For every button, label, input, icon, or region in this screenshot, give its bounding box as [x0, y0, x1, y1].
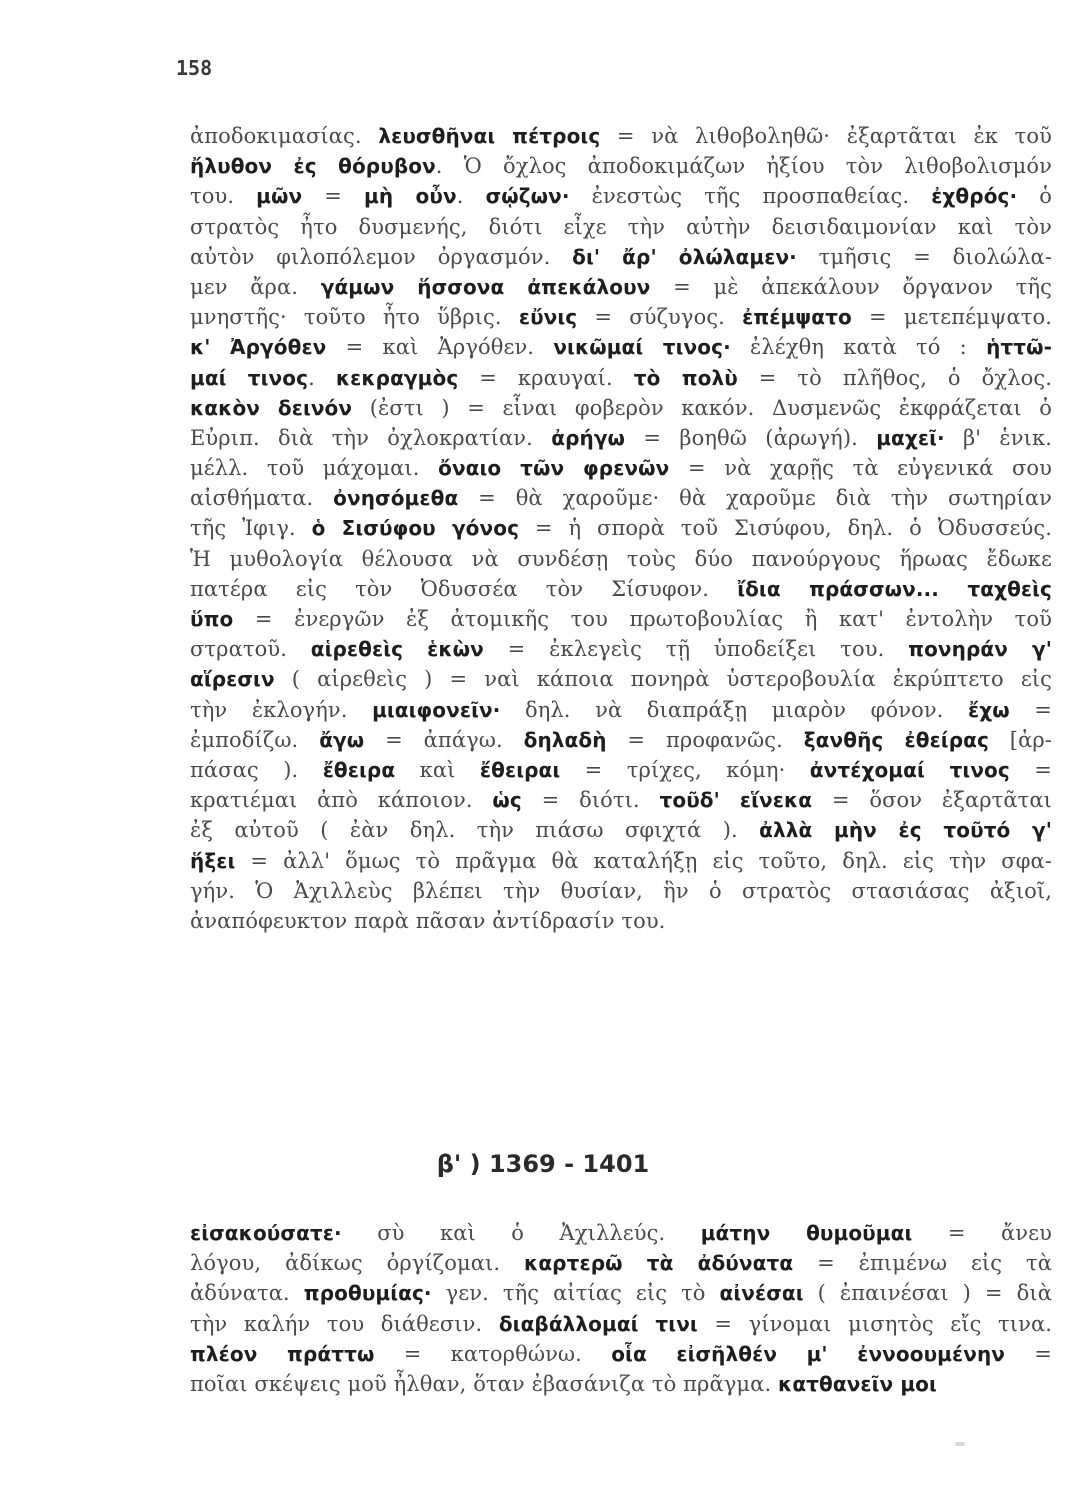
- lemma-term: ἐπέμψατο: [742, 305, 852, 330]
- lemma-term: καρτερῶ τὰ ἀδύνατα: [524, 1251, 794, 1276]
- lemma-term: προθυμίας·: [303, 1281, 432, 1306]
- text-line: [190, 876, 1052, 906]
- gloss-text: = νὰ λιθοβοληθῶ· ἐξαρτᾶται ἐκ τοῦ: [600, 124, 1052, 148]
- gloss-text: δηλ. νὰ διαπράξῃ μιαρὸν φόνον.: [500, 697, 969, 722]
- lemma-term: σῴζων·: [485, 184, 570, 209]
- text-line: [190, 393, 1052, 423]
- paper-smudge: [955, 1442, 965, 1446]
- gloss-text: .: [308, 365, 336, 390]
- gloss-text: στρατὸς ἦτο δυσμενής, διότι εἶχε τὴν αὐτὴν δεισιδαιμονίαν καὶ τὸν: [190, 214, 1052, 239]
- lemma-term: κακὸν δεινόν: [190, 395, 353, 420]
- text-line: [190, 755, 1052, 785]
- text-line: [190, 423, 1052, 453]
- gloss-text: = τὸ πλῆθος, ὁ ὄχλος.: [737, 365, 1052, 390]
- gloss-text: = ἄνευ: [912, 1221, 1052, 1245]
- text-line: [190, 272, 1052, 302]
- lemma-term: νικῶμαί τινος·: [553, 335, 731, 360]
- gloss-text: μέλλ. τοῦ μάχομαι.: [190, 456, 439, 481]
- gloss-text: = ἀλλ' ὅμως τὸ πρᾶγμα θὰ καταλήξῃ εἰς τοῦτο, δηλ. εἰς τὴν σφα-: [235, 848, 1052, 873]
- lemma-term: ὕπο: [190, 607, 234, 631]
- gloss-text: Εὐριπ. διὰ τὴν ὀχλοκρατίαν.: [190, 425, 552, 450]
- lemma-term: τοῦδ' εἵνεκα: [659, 788, 813, 813]
- text-line: [190, 1309, 1052, 1339]
- gloss-text: ἀδύνατα.: [190, 1281, 304, 1306]
- gloss-text: ἐξ αὐτοῦ ( ἐὰν δηλ. τὴν πιάσω σφιχτά ).: [190, 818, 760, 843]
- text-line: [190, 785, 1052, 815]
- lemma-term: εὔνις: [518, 305, 578, 330]
- gloss-text: μνηστῆς· τοῦτο ἦτο ὕβρις.: [190, 305, 519, 330]
- lemma-term: πονηράν γ': [908, 637, 1052, 662]
- gloss-text: γεν. τῆς αἰτίας εἰς τὸ: [431, 1281, 720, 1306]
- gloss-text: του.: [190, 184, 257, 209]
- gloss-text: λόγου, ἀδίκως ὀργίζομαι.: [190, 1251, 525, 1276]
- text-line: [190, 634, 1052, 664]
- text-line: [190, 695, 1052, 725]
- lemma-term: ὄναιο τῶν φρενῶν: [438, 456, 670, 481]
- lemma-term: ἔθειραι: [479, 757, 561, 782]
- gloss-text: = ἐκλεγεὶς τῇ ὑποδείξει του.: [483, 637, 909, 662]
- lemma-term: ὡς: [492, 788, 522, 813]
- lemma-term: κεκραγμὸς: [335, 365, 459, 390]
- lemma-term: ἔθειρα: [322, 757, 396, 782]
- text-line: [190, 453, 1052, 483]
- lemma-term: δηλαδὴ: [523, 727, 607, 752]
- gloss-text: πάσας ).: [190, 757, 323, 782]
- gloss-text: = ἐνεργῶν ἐξ ἀτομικῆς του πρωτοβουλίας ἢ κατ' ἐντολὴν τοῦ: [233, 607, 1052, 631]
- gloss-text: = ἀπάγω.: [364, 727, 524, 752]
- gloss-text: ποῖαι σκέψεις μοῦ ἦλθαν, ὅταν ἐβασάνιζα τὸ πρᾶγμα.: [190, 1371, 779, 1396]
- lemma-term: ἴδια πράσσων... ταχθεὶς: [737, 576, 1052, 601]
- lemma-term: ἐχθρός·: [931, 184, 1018, 209]
- commentary-block-1: [190, 121, 1052, 936]
- lemma-term: ὀνησόμεθα: [333, 486, 459, 511]
- gloss-text: = νὰ χαρῇς τὰ εὐγενικά σου: [669, 456, 1052, 481]
- gloss-text: σὺ καὶ ὁ Ἀχιλλεύς.: [341, 1221, 701, 1245]
- gloss-text: τὴν καλήν του διάθεσιν.: [190, 1311, 499, 1336]
- gloss-text: τμῆσις = διολώλα-: [796, 244, 1052, 269]
- gloss-text: καὶ: [395, 757, 480, 782]
- lemma-term: αἵρεσιν: [190, 667, 275, 692]
- gloss-text: = σύζυγος.: [577, 305, 743, 330]
- lemma-term: μὴ οὖν: [364, 184, 457, 209]
- gloss-text: = θὰ χαροῦμε· θὰ χαροῦμε διὰ τὴν σωτηρίαν: [458, 486, 1052, 511]
- gloss-text: .: [456, 184, 486, 209]
- page-number: 158: [176, 56, 213, 80]
- lemma-term: λευσθῆναι πέτροις: [378, 124, 601, 148]
- text-line: [190, 725, 1052, 755]
- gloss-text: = ἡ σπορὰ τοῦ Σισύφου, δηλ. ὁ Ὀδυσσεύς.: [519, 516, 1052, 541]
- lemma-term: ἀρήγω: [551, 425, 626, 450]
- text-line: [190, 664, 1052, 694]
- text-line: [190, 242, 1052, 272]
- lemma-term: ἄγω: [319, 727, 365, 752]
- gloss-text: Ἡ μυθολογία θέλουσα νὰ συνδέσῃ τοὺς δύο πανούργους ἥρωας ἔδωκε: [190, 546, 1052, 571]
- text-line: [190, 151, 1052, 181]
- gloss-text: β' ἑνικ.: [944, 425, 1052, 450]
- text-line: [190, 212, 1052, 242]
- gloss-text: πατέρα εἰς τὸν Ὀδυσσέα τὸν Σίσυφον.: [190, 576, 738, 601]
- lemma-term: ἀντέχομαί τινος: [809, 757, 1010, 782]
- gloss-text: (ἐστι ) = εἶναι φοβερὸν κακόν. Δυσμενῶς ἐκφράζεται ὁ: [352, 395, 1052, 420]
- gloss-text: = τρίχες, κόμη·: [560, 757, 810, 782]
- lemma-term: ἔχω: [968, 697, 1010, 722]
- gloss-text: =: [1009, 697, 1052, 722]
- text-line: [190, 1278, 1052, 1308]
- gloss-text: =: [1005, 1341, 1052, 1366]
- gloss-text: = βοηθῶ (ἀρωγή).: [625, 425, 877, 450]
- text-line: [190, 121, 1052, 151]
- text-line: [190, 906, 1052, 936]
- lemma-term: ἀλλὰ μὴν ἐς τοῦτό γ': [759, 818, 1052, 843]
- text-line: [190, 1218, 1052, 1248]
- gloss-text: τὴν ἐκλογήν.: [190, 697, 373, 722]
- gloss-text: ἀποδοκιμασίας.: [190, 124, 379, 148]
- gloss-text: αὐτὸν φιλοπόλεμον ὀργασμόν.: [190, 244, 573, 269]
- text-line: [190, 513, 1052, 543]
- text-line: [190, 544, 1052, 574]
- lemma-term: ἡττῶ-: [986, 335, 1052, 360]
- text-line: [190, 1339, 1052, 1369]
- text-line: [190, 302, 1052, 332]
- gloss-text: = προφανῶς.: [606, 727, 804, 752]
- text-line: [190, 604, 1052, 634]
- text-line: [190, 483, 1052, 513]
- lemma-term: ἤλυθον ἐς θόρυβον: [190, 154, 436, 179]
- gloss-text: μεν ἄρα.: [190, 274, 321, 299]
- section-heading: β' ) 1369 - 1401: [436, 1150, 650, 1178]
- text-line: [190, 815, 1052, 845]
- text-line: [190, 846, 1052, 876]
- gloss-text: ἐμποδίζω.: [190, 727, 320, 752]
- gloss-text: . Ὁ ὄχλος ἀποδοκιμάζων ἠξίου τὸν λιθοβολισμόν: [435, 154, 1052, 179]
- gloss-text: αἰσθήματα.: [190, 486, 334, 511]
- lemma-term: γάμων ἥσσονα ἀπεκάλουν: [320, 274, 651, 299]
- lemma-term: πλέον πράττω: [190, 1341, 375, 1366]
- gloss-text: ἐνεστὼς τῆς προσπαθείας.: [569, 184, 932, 209]
- lemma-term: ὁ Σισύφου γόνος: [311, 516, 520, 541]
- gloss-text: [ἀρ-: [988, 727, 1052, 752]
- gloss-text: ἐλέχθη κατὰ τό :: [730, 335, 987, 360]
- gloss-text: = διότι.: [521, 788, 660, 813]
- lemma-term: ἥξει: [190, 848, 236, 873]
- lemma-term: εἰσακούσατε·: [190, 1221, 342, 1245]
- text-line: [190, 1369, 1052, 1399]
- gloss-text: τῆς Ἰφιγ.: [190, 516, 312, 541]
- lemma-term: κατθανεῖν μοι: [778, 1371, 937, 1396]
- text-line: [190, 363, 1052, 393]
- gloss-text: = κατορθώνω.: [374, 1341, 612, 1366]
- gloss-text: = ὅσον ἐξαρτᾶται: [812, 788, 1052, 813]
- gloss-text: ἀναπόφευκτον παρὰ πᾶσαν ἀντίδρασίν του.: [190, 908, 666, 933]
- text-line: [190, 181, 1052, 211]
- lemma-term: μιαιφονεῖν·: [372, 697, 501, 722]
- text-line: [190, 1248, 1052, 1278]
- gloss-text: κρατιέμαι ἀπὸ κάποιον.: [190, 788, 493, 813]
- lemma-term: διαβάλλομαί τινι: [498, 1311, 698, 1336]
- text-line: [190, 574, 1052, 604]
- gloss-text: ὁ: [1017, 184, 1052, 209]
- gloss-text: =: [302, 184, 365, 209]
- gloss-text: = γίνομαι μισητὸς εἴς τινα.: [697, 1311, 1052, 1336]
- gloss-text: στρατοῦ.: [190, 637, 311, 662]
- gloss-text: = καὶ Ἀργόθεν.: [326, 335, 554, 360]
- lemma-term: κ' Ἀργόθεν: [190, 335, 327, 360]
- lemma-term: αἱρεθεὶς ἑκὼν: [310, 637, 484, 662]
- gloss-text: = κραυγαί.: [458, 365, 634, 390]
- lemma-term: μαχεῖ·: [876, 425, 945, 450]
- text-line: [190, 332, 1052, 362]
- gloss-text: γήν. Ὁ Ἀχιλλεὺς βλέπει τὴν θυσίαν, ἣν ὁ στρατὸς στασιάσας ἀξιοῖ,: [190, 878, 1052, 903]
- lemma-term: αἰνέσαι: [719, 1281, 804, 1306]
- lemma-term: μαί τινος: [190, 365, 309, 390]
- gloss-text: = ἐπιμένω εἰς τὰ: [793, 1251, 1052, 1276]
- gloss-text: ( ἐπαινέσαι ) = διὰ: [803, 1281, 1052, 1306]
- commentary-block-2: [190, 1218, 1052, 1399]
- gloss-text: = μετεπέμψατο.: [851, 305, 1052, 330]
- lemma-term: μάτην θυμοῦμαι: [700, 1221, 913, 1245]
- lemma-term: ξανθῆς ἐθείρας: [803, 727, 989, 752]
- lemma-term: τὸ πολὺ: [633, 365, 738, 390]
- lemma-term: δι' ἄρ' ὀλώλαμεν·: [572, 244, 797, 269]
- lemma-term: μῶν: [256, 184, 303, 209]
- lemma-term: οἷα εἰσῆλθέν μ' ἐννοουμένην: [611, 1341, 1006, 1366]
- gloss-text: =: [1009, 757, 1052, 782]
- gloss-text: ( αἱρεθεὶς ) = ναὶ κάποια πονηρὰ ὑστεροβουλία ἐκρύπτετο εἰς: [274, 667, 1052, 692]
- gloss-text: = μὲ ἀπεκάλουν ὄργανον τῆς: [650, 274, 1052, 299]
